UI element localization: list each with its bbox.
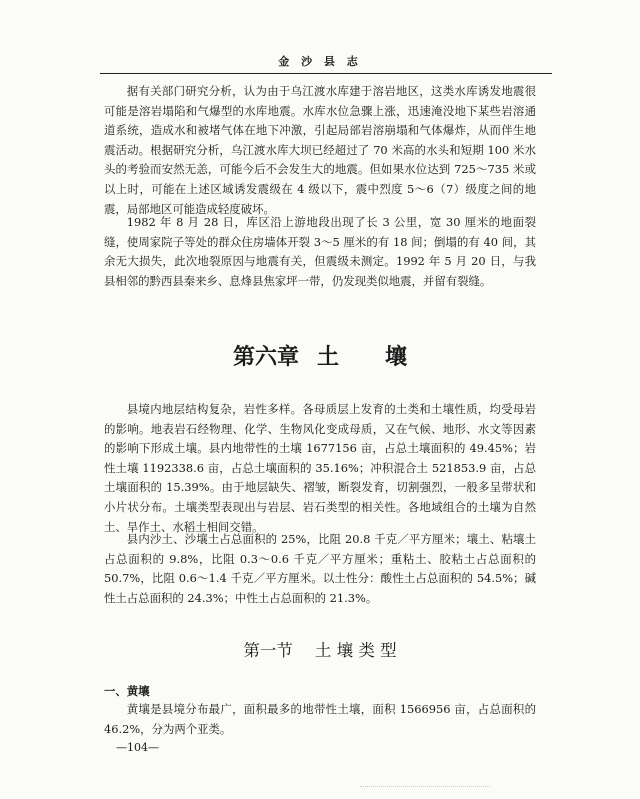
paragraph: 黄壤是县境分布最广，面积最多的地带性土壤，面积 1566956 亩，占总面积的 46.2%，分为两个亚类。 — [104, 702, 536, 736]
chapter-title — [0, 340, 640, 371]
section-title — [0, 637, 640, 661]
running-head: 金 沙 县 志 — [278, 55, 362, 68]
page-number: —104— — [116, 741, 159, 754]
paragraph: 县境内地层结构复杂，岩性多样。各母质层上发育的土类和土壤性质，均受母岩的影响。地表岩石经物理、化学、生物风化变成母质，又在气候、地形、水文等因素的影响下形成土壤。县内地带性的土壤 1677156 亩，占总土壤面积的 49.45%；岩性土壤 1192338.6 亩，占总土壤面积的 35.16%；冲积混合土 521853.9 亩，占总土壤面积的 15.39%。由于地层缺失、褶皱，断裂发育，切割强烈，一般多呈带状和小片状分布。土壤类型表现出与岩层、岩石类型的相关性。各地域组合的土壤为自然土、旱作土、水稻土相间交错。 — [104, 402, 536, 534]
paragraph: 1982 年 8 月 28 日，库区沿上游地段出现了长 3 公里，宽 30 厘米的地面裂缝，使周家院子等处的群众住房墙体开裂 3～5 厘米的有 18 间；倒塌的有 40 间，其余无大损失，此次地裂原因与地震有关，但震级未测定。1992 年 5 月 20 日，与我县相邻的黔西县秦来乡、息烽县焦家坪一带，仍发现类似地震，并留有裂缝。 — [104, 215, 536, 288]
paragraph-block — [104, 213, 536, 291]
header-rule — [100, 73, 552, 74]
paragraph-block — [104, 700, 536, 739]
paragraph: 据有关部门研究分析，认为由于乌江渡水库建于溶岩地区，这类水库诱发地震很可能是溶岩塌陷和气爆型的水库地震。水库水位急骤上涨，迅速淹没地下某些岩溶通道系统，造成水和被堵气体在地下冲激，引起局部岩溶崩塌和气体爆炸，从而伴生地震活动。根据研究分析，乌江渡水库大坝已经超过了 70 米高的水头和短期 100 米水头的考验而安然无恙，可能今后不会发生大的地震。但如果水位达到 725～735 米或以上时，可能在上述区域诱发震级在 4 级以下，震中烈度 5～6（7）级度之间的地震，局部地区可能造成轻度破坏。 — [104, 84, 536, 216]
section-number: 第一节 — [243, 641, 293, 660]
chapter-title-char: 土 — [316, 344, 339, 370]
scan-artifact — [360, 786, 490, 795]
section-title-text: 土 壤 类 型 — [314, 641, 397, 660]
paragraph-block — [104, 400, 536, 537]
paragraph-block — [104, 82, 536, 219]
chapter-number: 第六章 — [232, 344, 299, 370]
chapter-title-char: 壤 — [385, 344, 408, 370]
paragraph: 县内沙土、沙壤土占总面积的 25%，比阻 20.8 千克／平方厘米；壤土、粘壤土占总面积的 9.8%，比阻 0.3～0.6 千克／平方厘米；重粘土、胶粘土占总面积的 50.7%，比阻 0.6～1.4 千克／平方厘米。以土性分：酸性土占总面积的 54.5%；碱性土占总面积的 24.3%；中性土占总面积的 21.3%。 — [104, 532, 536, 605]
paragraph-block — [104, 530, 536, 608]
subsection-heading: 一、黄壤 — [104, 684, 150, 698]
